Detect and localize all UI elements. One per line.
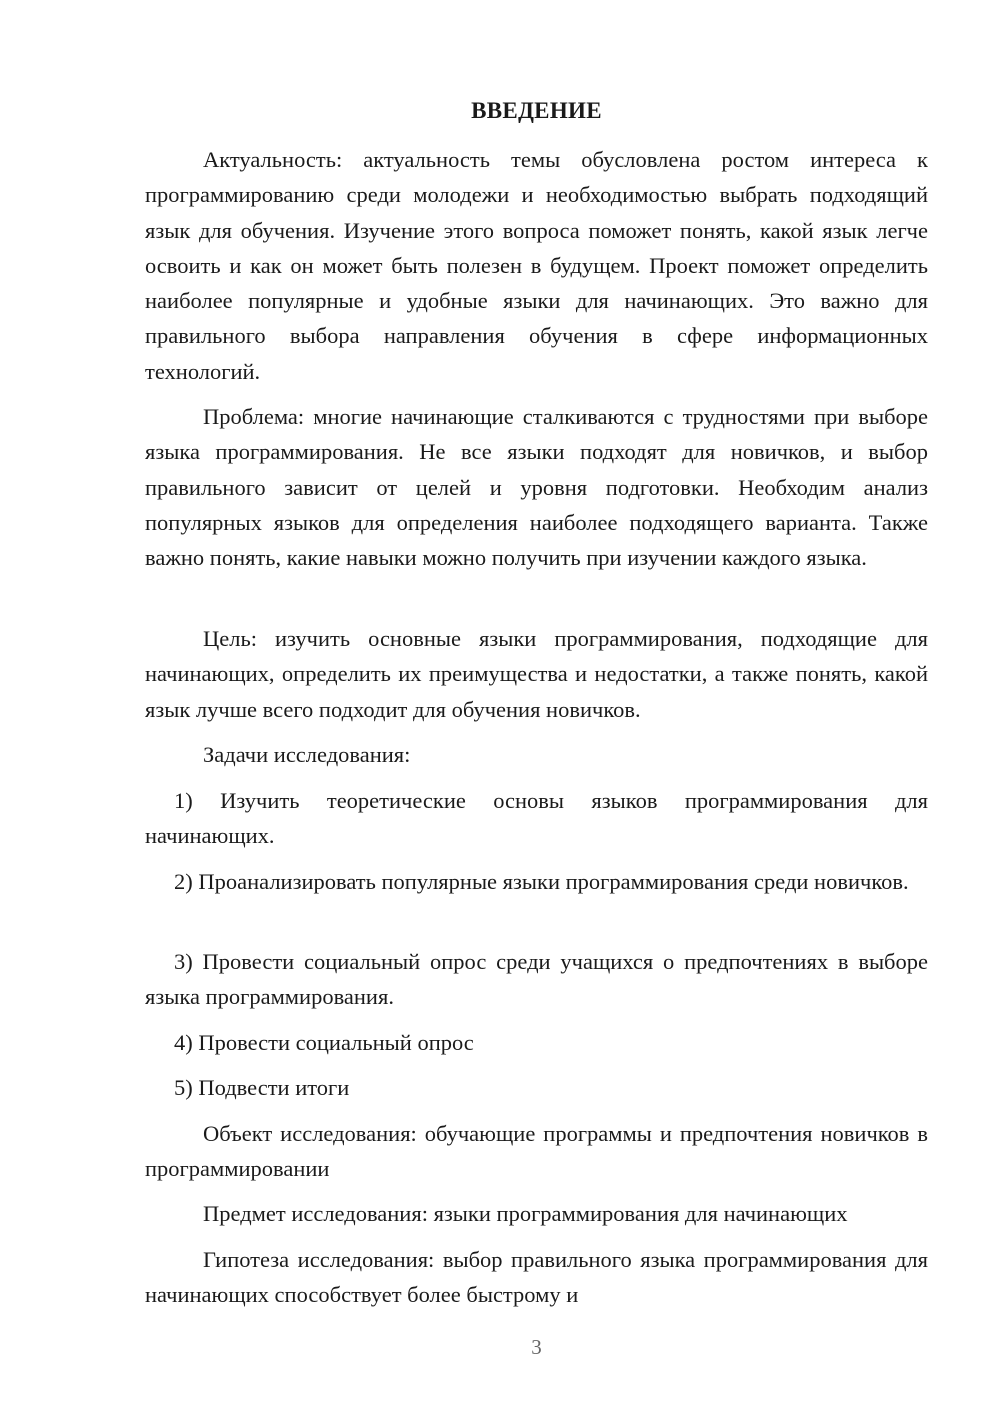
task-item-5: 5) Подвести итоги: [174, 1075, 350, 1100]
paragraph-hypothesis: Гипотеза исследования: выбор правильного языка программирования для начинающих способствует более быстрому и: [145, 1247, 928, 1308]
paragraph-relevance: Актуальность: актуальность темы обусловлена ростом интереса к программированию среди молодежи и необходимостью выбрать подходящий язык для обучения. Изучение этого вопроса поможет понять, какой язык легче освоить и как он может быть полезен в будущем. Проект поможет определить наиболее популярные и удобные языки для начинающих. Это важно для правильного выбора направления обучения в сфере информационных технологий.: [145, 147, 928, 384]
tasks-title: Задачи исследования:: [203, 742, 411, 767]
paragraph-object: Объект исследования: обучающие программы и предпочтения новичков в программировании: [145, 1121, 928, 1182]
paragraph-subject: Предмет исследования: языки программирования для начинающих: [203, 1201, 848, 1226]
task-item-2: 2) Проанализировать популярные языки программирования среди новичков.: [174, 869, 909, 894]
task-item-3: 3) Провести социальный опрос среди учащихся о предпочтениях в выборе языка программирования.: [145, 949, 928, 1010]
page-number: 3: [531, 1335, 542, 1359]
paragraph-goal: Цель: изучить основные языки программирования, подходящие для начинающих, определить их преимущества и недостатки, а также понять, какой язык лучше всего подходит для обучения новичков.: [145, 626, 928, 722]
paragraph-problem: Проблема: многие начинающие сталкиваются с трудностями при выборе языка программирования. Не все языки подходят для новичков, и выбор правильного зависит от целей и уровня подготовки. Необходим анализ популярных языков для определения наиболее подходящего варианта. Также важно понять, какие навыки можно получить при изучении каждого языка.: [145, 404, 928, 571]
task-item-1: 1) Изучить теоретические основы языков программирования для начинающих.: [145, 788, 928, 849]
section-heading: ВВЕДЕНИЕ: [471, 98, 602, 123]
task-item-4: 4) Провести социальный опрос: [174, 1030, 474, 1055]
